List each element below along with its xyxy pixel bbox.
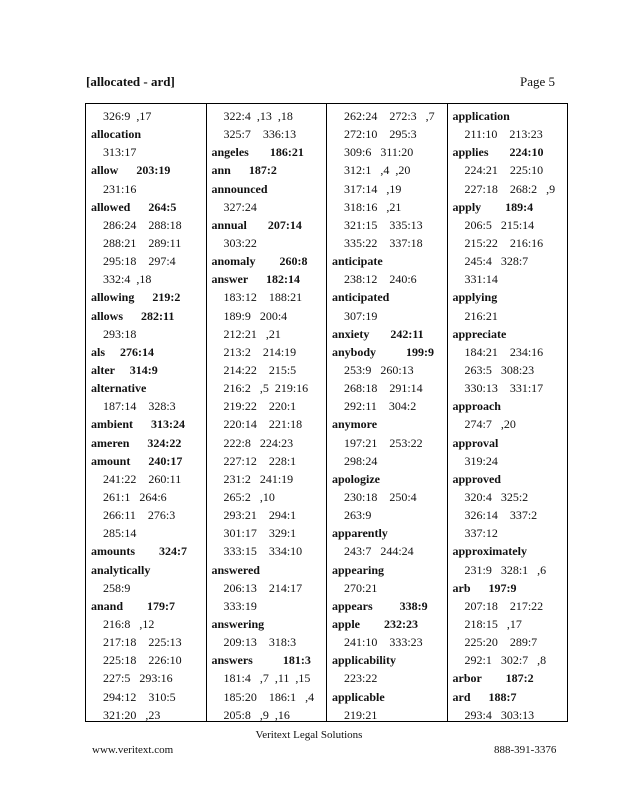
index-reference: 333:15 334:10 xyxy=(223,544,303,559)
index-reference: 216:8 ,12 xyxy=(103,616,155,631)
index-reference: 327:24 xyxy=(223,199,257,214)
index-reference: 268:18 291:14 xyxy=(344,381,423,396)
index-term: announced xyxy=(211,181,268,196)
index-term: allow 203:19 xyxy=(91,163,171,178)
index-reference: 325:7 336:13 xyxy=(223,127,297,142)
index-term: alter 314:9 xyxy=(91,362,158,377)
index-term: allocation xyxy=(91,127,141,142)
index-reference: 333:19 xyxy=(223,598,257,613)
index-reference: 270:21 xyxy=(344,580,378,595)
index-reference: 313:17 xyxy=(103,145,137,160)
index-term: applicable xyxy=(332,689,385,704)
index-reference: 286:24 288:18 xyxy=(103,217,182,232)
index-term: als 276:14 xyxy=(91,344,154,359)
index-term: apply 189:4 xyxy=(452,199,534,214)
index-reference: 209:13 318:3 xyxy=(223,635,297,650)
index-term: anymore xyxy=(332,417,378,432)
index-column-3 xyxy=(327,104,448,721)
index-reference: 319:24 xyxy=(464,453,498,468)
index-reference: 183:12 188:21 xyxy=(223,290,303,305)
index-reference: 215:22 216:16 xyxy=(464,235,544,250)
index-term: allowing 219:2 xyxy=(91,290,181,305)
index-term: approach xyxy=(452,399,501,414)
index-term: analytically xyxy=(91,562,151,577)
index-term: allowed 264:5 xyxy=(91,199,177,214)
index-reference: 307:19 xyxy=(344,308,378,323)
index-reference: 321:20 ,23 xyxy=(103,707,161,721)
index-term: anomaly 260:8 xyxy=(211,254,308,269)
index-term: amount 240:17 xyxy=(91,453,183,468)
index-reference: 206:5 215:14 xyxy=(464,217,535,232)
index-reference: 258:9 xyxy=(103,580,131,595)
index-reference: 241:22 260:11 xyxy=(103,471,182,486)
index-reference: 231:2 241:19 xyxy=(223,471,294,486)
index-reference: 318:16 ,21 xyxy=(344,199,402,214)
index-reference: 292:1 302:7 ,8 xyxy=(464,653,547,668)
footer-company: Veritext Legal Solutions xyxy=(255,729,363,741)
index-term: apologize xyxy=(332,471,380,486)
index-reference: 220:14 221:18 xyxy=(223,417,303,432)
index-reference: 225:20 289:7 xyxy=(464,635,538,650)
index-reference: 332:4 ,18 xyxy=(103,272,152,287)
index-reference: 206:13 214:17 xyxy=(223,580,303,595)
index-reference: 293:21 294:1 xyxy=(223,508,297,523)
index-reference: 322:4 ,13 ,18 xyxy=(223,109,293,123)
index-term: annual 207:14 xyxy=(211,217,302,232)
index-term: anand 179:7 xyxy=(91,598,176,613)
index-term: apparently xyxy=(332,526,388,541)
index-reference: 185:20 186:1 ,4 xyxy=(223,689,315,704)
footer-phone: 888-391-3376 xyxy=(494,744,557,756)
index-term: approval xyxy=(452,435,499,450)
index-reference: 331:14 xyxy=(464,272,498,287)
index-reference: 320:4 325:2 xyxy=(464,489,529,504)
index-reference: 261:1 264:6 xyxy=(103,489,167,504)
index-term: approximately xyxy=(452,544,527,559)
index-reference: 294:12 310:5 xyxy=(103,689,176,704)
index-reference: 266:11 276:3 xyxy=(103,508,176,523)
index-reference: 227:18 268:2 ,9 xyxy=(464,181,556,196)
index-term: ambient 313:24 xyxy=(91,417,185,432)
index-reference: 317:14 ,19 xyxy=(344,181,402,196)
index-reference: 227:12 228:1 xyxy=(223,453,297,468)
index-column-4 xyxy=(448,104,568,721)
index-reference: 326:9 ,17 xyxy=(103,109,152,123)
footer-website: www.veritext.com xyxy=(92,744,174,756)
index-reference: 263:9 xyxy=(344,508,372,523)
index-reference: 197:21 253:22 xyxy=(344,435,423,450)
index-term: angeles 186:21 xyxy=(211,145,304,160)
index-term: appearing xyxy=(332,562,385,577)
index-term: arbor 187:2 xyxy=(452,671,534,686)
index-reference: 218:15 ,17 xyxy=(464,616,522,631)
index-term: answer 182:14 xyxy=(211,272,300,287)
index-term: applying xyxy=(452,290,498,305)
index-term: amounts 324:7 xyxy=(91,544,188,559)
index-term: ard 188:7 xyxy=(452,689,517,704)
index-reference: 263:5 308:23 xyxy=(464,362,535,377)
index-reference: 227:5 293:16 xyxy=(103,671,173,686)
index-reference: 230:18 250:4 xyxy=(344,489,417,504)
index-reference: 211:10 213:23 xyxy=(464,127,543,142)
index-term: answers 181:3 xyxy=(211,653,311,668)
index-reference: 293:4 303:13 xyxy=(464,707,535,721)
index-reference: 238:12 240:6 xyxy=(344,272,417,287)
index-reference: 274:7 ,20 xyxy=(464,417,516,432)
index-reference: 321:15 335:13 xyxy=(344,217,423,232)
index-reference: 212:21 ,21 xyxy=(223,326,281,341)
index-term: anybody 199:9 xyxy=(332,344,435,359)
index-term: applicability xyxy=(332,653,397,668)
index-reference: 262:24 272:3 ,7 xyxy=(344,109,435,123)
index-reference: 312:1 ,4 ,20 xyxy=(344,163,411,178)
index-term: approved xyxy=(452,471,501,486)
index-reference: 288:21 289:11 xyxy=(103,235,182,250)
index-term: apple 232:23 xyxy=(332,616,419,631)
index-reference: 224:21 225:10 xyxy=(464,163,544,178)
index-reference: 285:14 xyxy=(103,526,137,541)
index-reference: 223:22 xyxy=(344,671,378,686)
index-reference: 253:9 260:13 xyxy=(344,362,414,377)
index-reference: 219:21 xyxy=(344,707,378,721)
index-reference: 301:17 329:1 xyxy=(223,526,297,541)
index-reference: 298:24 xyxy=(344,453,378,468)
index-reference: 213:2 214:19 xyxy=(223,344,297,359)
index-reference: 295:18 297:4 xyxy=(103,254,176,269)
index-reference: 225:18 226:10 xyxy=(103,653,182,668)
index-reference: 245:4 328:7 xyxy=(464,254,529,269)
index-term: applies 224:10 xyxy=(452,145,544,160)
index-term: answering xyxy=(211,616,265,631)
index-reference: 265:2 ,10 xyxy=(223,489,275,504)
index-term: anticipated xyxy=(332,290,390,305)
index-reference: 241:10 333:23 xyxy=(344,635,423,650)
index-column-2 xyxy=(207,104,328,721)
index-reference: 219:22 220:1 xyxy=(223,399,297,414)
index-term: ameren 324:22 xyxy=(91,435,182,450)
index-reference: 217:18 225:13 xyxy=(103,635,182,650)
index-reference: 330:13 331:17 xyxy=(464,381,544,396)
index-reference: 216:21 xyxy=(464,308,498,323)
index-reference: 335:22 337:18 xyxy=(344,235,423,250)
index-reference: 214:22 215:5 xyxy=(223,362,297,377)
index-term: allows 282:11 xyxy=(91,308,175,323)
index-term: appreciate xyxy=(452,326,507,341)
word-index-table xyxy=(85,103,568,722)
index-term: arb 197:9 xyxy=(452,580,517,595)
index-reference: 222:8 224:23 xyxy=(223,435,294,450)
index-reference: 293:18 xyxy=(103,326,137,341)
page-number: Page 5 xyxy=(520,74,556,89)
index-term: anticipate xyxy=(332,254,383,269)
page-range-header: [allocated - ard] xyxy=(86,74,175,89)
index-term: anxiety 242:11 xyxy=(332,326,424,341)
index-reference: 207:18 217:22 xyxy=(464,598,544,613)
index-reference: 216:2 ,5 219:16 xyxy=(223,381,309,396)
index-reference: 231:16 xyxy=(103,181,137,196)
index-term: appears 338:9 xyxy=(332,598,428,613)
index-reference: 326:14 337:2 xyxy=(464,508,538,523)
index-reference: 243:7 244:24 xyxy=(344,544,414,559)
index-term: answered xyxy=(211,562,260,577)
index-reference: 292:11 304:2 xyxy=(344,399,417,414)
index-reference: 231:9 328:1 ,6 xyxy=(464,562,547,577)
index-term: alternative xyxy=(91,381,147,396)
index-term: application xyxy=(452,109,510,123)
index-reference: 184:21 234:16 xyxy=(464,344,544,359)
index-reference: 189:9 200:4 xyxy=(223,308,288,323)
index-reference: 187:14 328:3 xyxy=(103,399,176,414)
index-reference: 181:4 ,7 ,11 ,15 xyxy=(223,671,311,686)
index-reference: 272:10 295:3 xyxy=(344,127,417,142)
index-reference: 337:12 xyxy=(464,526,498,541)
index-term: ann 187:2 xyxy=(211,163,277,178)
index-reference: 205:8 ,9 ,16 xyxy=(223,707,290,721)
index-column-1 xyxy=(86,104,207,721)
index-reference: 309:6 311:20 xyxy=(344,145,414,160)
index-reference: 303:22 xyxy=(223,235,257,250)
